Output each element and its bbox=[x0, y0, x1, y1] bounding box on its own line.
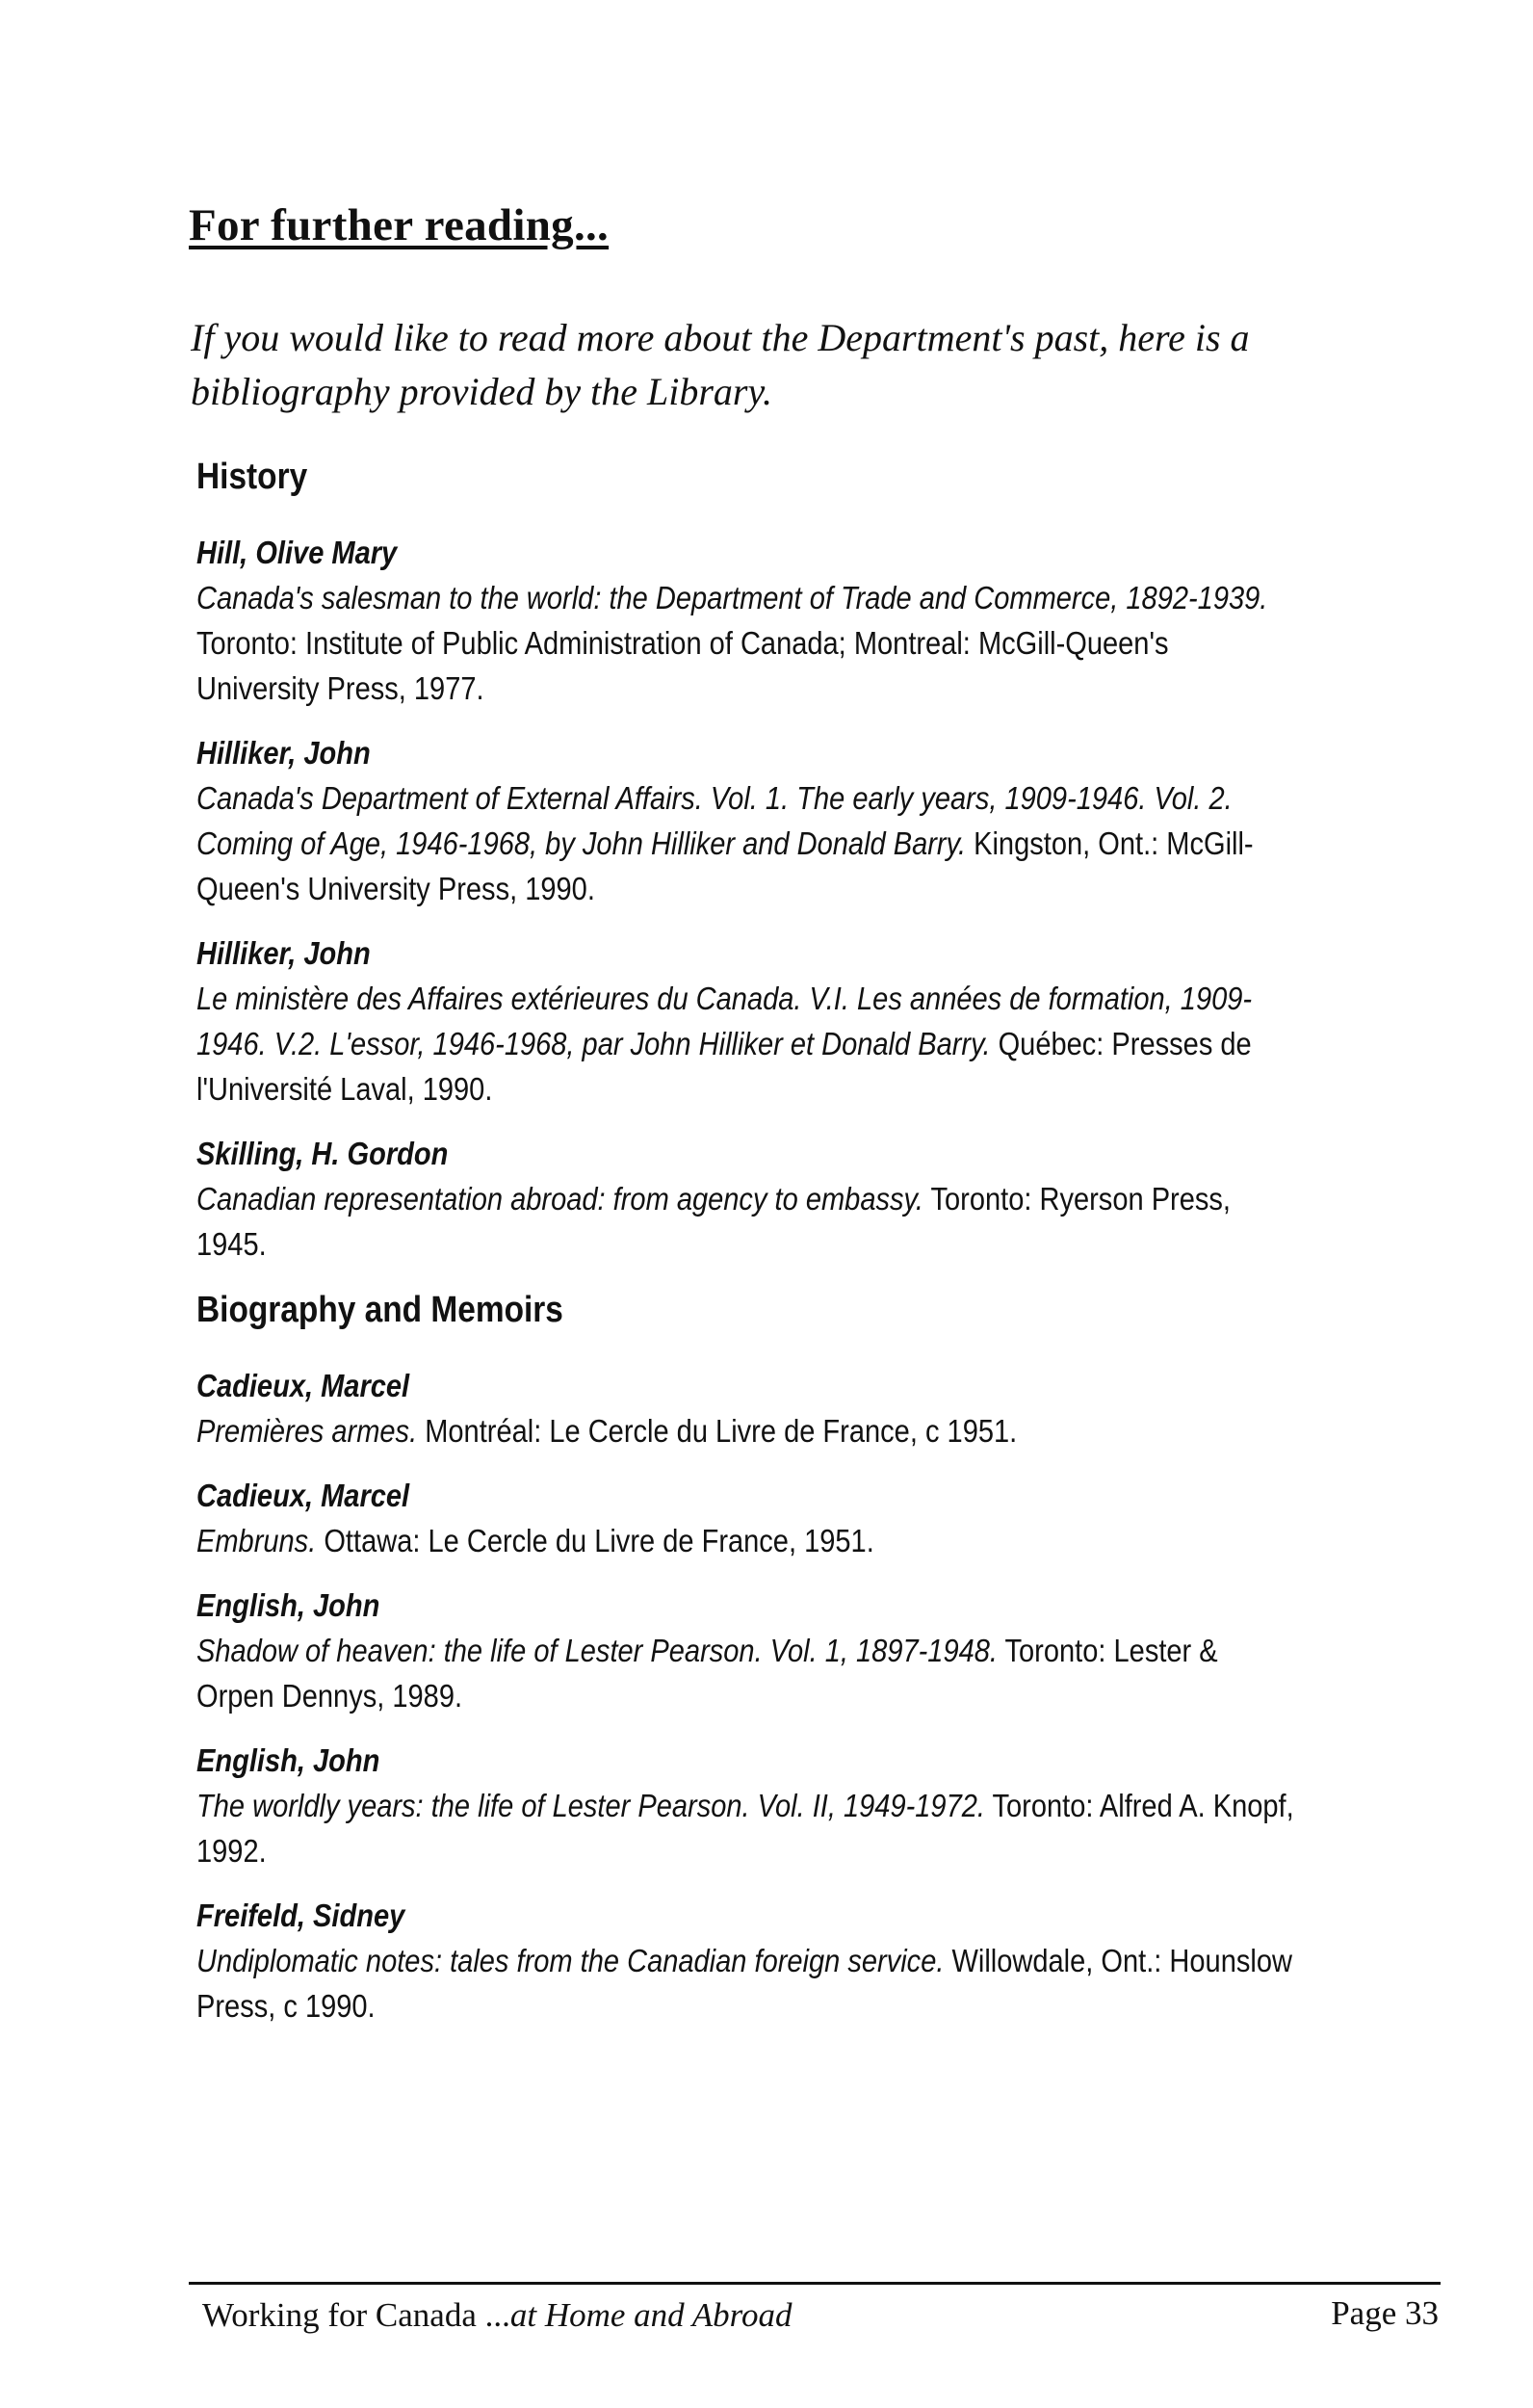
intro-paragraph: If you would like to read more about the Department's past, here is a bibliography provided by the Library. bbox=[191, 316, 1250, 413]
section-heading-biography: Biography and Memoirs bbox=[196, 1290, 563, 1330]
bibliography-entry bbox=[196, 930, 1298, 1112]
bibliography-entry bbox=[196, 1738, 1298, 1873]
entry-author: English, John bbox=[196, 1742, 380, 1778]
entry-publication: Toronto: Ryerson Press, 1945. bbox=[196, 1181, 1231, 1262]
entry-title: The worldly years: the life of Lester Pearson. Vol. II, 1949-1972. bbox=[196, 1788, 985, 1823]
entry-author: Cadieux, Marcel bbox=[196, 1478, 410, 1513]
entry-publication: Kingston, Ont.: McGill-Queen's University Press, 1990. bbox=[196, 825, 1254, 906]
entry-author: Hilliker, John bbox=[196, 935, 371, 971]
bibliography-entry bbox=[196, 1473, 1298, 1563]
bibliography-entry bbox=[196, 730, 1298, 911]
page-title: For further reading... bbox=[189, 200, 610, 250]
entry-publication: Québec: Presses de l'Université Laval, 1990. bbox=[196, 1026, 1252, 1107]
entry-author: Hill, Olive Mary bbox=[196, 535, 398, 570]
entry-title: Undiplomatic notes: tales from the Canadian foreign service. bbox=[196, 1943, 945, 1978]
bibliography-entry bbox=[196, 530, 1298, 711]
footer-running-title bbox=[202, 2296, 792, 2335]
footer-divider bbox=[189, 2282, 1441, 2285]
entry-author: Hilliker, John bbox=[196, 735, 371, 771]
page-number: Page 33 bbox=[1331, 2294, 1439, 2332]
entry-publication: Ottawa: Le Cercle du Livre de France, 1951. bbox=[316, 1523, 874, 1558]
entry-publication: Toronto: Alfred A. Knopf, 1992. bbox=[196, 1788, 1294, 1869]
bibliography-entry bbox=[196, 1583, 1298, 1718]
entry-title: Canada's Department of External Affairs. Vol. 1. The early years, 1909-1946. Vol. 2. Coming of Age, 1946-1968, by John Hilliker and Donald Barry. bbox=[196, 780, 1233, 861]
entry-author: English, John bbox=[196, 1587, 380, 1623]
entry-title: Embruns. bbox=[196, 1523, 317, 1558]
entry-publication: Montréal: Le Cercle du Livre de France, c 1951. bbox=[417, 1413, 1018, 1449]
entry-title: Canada's salesman to the world: the Department of Trade and Commerce, 1892-1939. bbox=[196, 580, 1268, 615]
entry-author: Cadieux, Marcel bbox=[196, 1368, 410, 1403]
bibliography-entry bbox=[196, 1131, 1298, 1267]
entry-publication: Willowdale, Ont.: Hounslow Press, c 1990. bbox=[196, 1943, 1292, 2024]
bibliography-entry bbox=[196, 1893, 1298, 2028]
footer-title-plain: Working for Canada ... bbox=[202, 2296, 510, 2334]
section-heading-history: History bbox=[196, 457, 308, 497]
entry-publication: Toronto: Lester & Orpen Dennys, 1989. bbox=[196, 1633, 1218, 1714]
footer-title-italic: at Home and Abroad bbox=[509, 2296, 792, 2334]
entry-publication: Toronto: Institute of Public Administration of Canada; Montreal: McGill-Queen's University Press, 1977. bbox=[196, 625, 1169, 706]
entry-author: Skilling, H. Gordon bbox=[196, 1136, 449, 1171]
entry-author: Freifeld, Sidney bbox=[196, 1898, 405, 1933]
bibliography bbox=[196, 453, 1298, 2048]
bibliography-entry bbox=[196, 1363, 1298, 1453]
entry-title: Shadow of heaven: the life of Lester Pearson. Vol. 1, 1897-1948. bbox=[196, 1633, 998, 1668]
entry-title: Canadian representation abroad: from agency to embassy. bbox=[196, 1181, 923, 1217]
entry-title: Premières armes. bbox=[196, 1413, 418, 1449]
entry-title: Le ministère des Affaires extérieures du Canada. V.I. Les années de formation, 1909-1946. V.2. L'essor, 1946-1968, par John Hilliker et Donald Barry. bbox=[196, 981, 1253, 1061]
